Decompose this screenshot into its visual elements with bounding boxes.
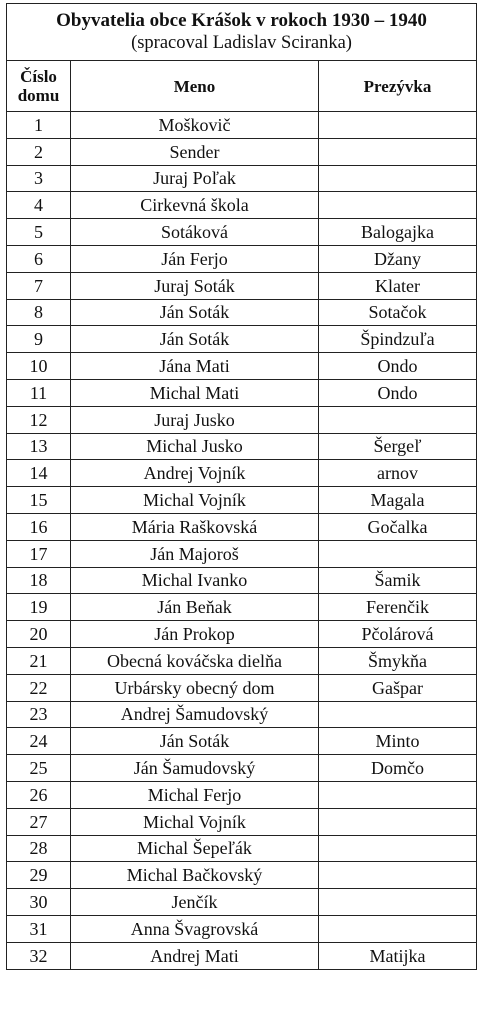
table-row xyxy=(7,326,477,353)
house-number-cell: 3 xyxy=(7,165,71,192)
table-row xyxy=(7,513,477,540)
name-cell: Jána Mati xyxy=(71,353,319,380)
header-row xyxy=(7,61,477,112)
house-number-cell: 22 xyxy=(7,674,71,701)
table-row xyxy=(7,433,477,460)
table-row xyxy=(7,353,477,380)
table-row xyxy=(7,594,477,621)
name-cell: Michal Šepeľák xyxy=(71,835,319,862)
nickname-cell xyxy=(319,165,477,192)
table-row xyxy=(7,889,477,916)
name-cell: Juraj Jusko xyxy=(71,406,319,433)
table-row xyxy=(7,192,477,219)
house-number-cell: 11 xyxy=(7,379,71,406)
name-cell: Michal Vojník xyxy=(71,808,319,835)
name-cell: Ján Beňak xyxy=(71,594,319,621)
nickname-cell: Šamik xyxy=(319,567,477,594)
house-number-cell: 20 xyxy=(7,621,71,648)
name-cell: Ján Prokop xyxy=(71,621,319,648)
name-cell: Ján Soták xyxy=(71,728,319,755)
column-header-number-line2: domu xyxy=(17,86,60,105)
nickname-cell: Matijka xyxy=(319,942,477,969)
nickname-cell xyxy=(319,701,477,728)
column-header-name: Meno xyxy=(71,61,319,112)
nickname-cell: Ondo xyxy=(319,353,477,380)
name-cell: Michal Bačkovský xyxy=(71,862,319,889)
table-row xyxy=(7,272,477,299)
table-row xyxy=(7,942,477,969)
nickname-cell: Šergeľ xyxy=(319,433,477,460)
house-number-cell: 7 xyxy=(7,272,71,299)
name-cell: Juraj Soták xyxy=(71,272,319,299)
name-cell: Michal Vojník xyxy=(71,487,319,514)
nickname-cell xyxy=(319,781,477,808)
house-number-cell: 32 xyxy=(7,942,71,969)
nickname-cell: Gašpar xyxy=(319,674,477,701)
table-body xyxy=(7,112,477,970)
name-cell: Jenčík xyxy=(71,889,319,916)
house-number-cell: 31 xyxy=(7,915,71,942)
name-cell: Michal Jusko xyxy=(71,433,319,460)
house-number-cell: 21 xyxy=(7,647,71,674)
nickname-cell: Sotačok xyxy=(319,299,477,326)
name-cell: Michal Ivanko xyxy=(71,567,319,594)
table-row xyxy=(7,406,477,433)
nickname-cell xyxy=(319,915,477,942)
nickname-cell xyxy=(319,192,477,219)
name-cell: Juraj Poľak xyxy=(71,165,319,192)
table-row xyxy=(7,219,477,246)
name-cell: Urbársky obecný dom xyxy=(71,674,319,701)
nickname-cell: Balogajka xyxy=(319,219,477,246)
name-cell: Ján Majoroš xyxy=(71,540,319,567)
house-number-cell: 14 xyxy=(7,460,71,487)
nickname-cell xyxy=(319,808,477,835)
table-row xyxy=(7,165,477,192)
house-number-cell: 9 xyxy=(7,326,71,353)
title-row xyxy=(7,4,477,61)
house-number-cell: 12 xyxy=(7,406,71,433)
house-number-cell: 23 xyxy=(7,701,71,728)
name-cell: Obecná kováčska dielňa xyxy=(71,647,319,674)
table-row xyxy=(7,540,477,567)
table-row xyxy=(7,781,477,808)
house-number-cell: 15 xyxy=(7,487,71,514)
table-row xyxy=(7,755,477,782)
nickname-cell: Pčolárová xyxy=(319,621,477,648)
name-cell: Michal Ferjo xyxy=(71,781,319,808)
table-row xyxy=(7,728,477,755)
house-number-cell: 27 xyxy=(7,808,71,835)
house-number-cell: 6 xyxy=(7,245,71,272)
house-number-cell: 10 xyxy=(7,353,71,380)
name-cell: Ján Šamudovský xyxy=(71,755,319,782)
table-title: Obyvatelia obce Krášok v rokoch 1930 – 1940 xyxy=(56,10,427,31)
column-header-nickname: Prezývka xyxy=(319,61,477,112)
nickname-cell: arnov xyxy=(319,460,477,487)
name-cell: Mária Raškovská xyxy=(71,513,319,540)
name-cell: Cirkevná škola xyxy=(71,192,319,219)
table-row xyxy=(7,379,477,406)
column-header-number xyxy=(7,61,71,112)
name-cell: Sender xyxy=(71,138,319,165)
nickname-cell xyxy=(319,889,477,916)
house-number-cell: 8 xyxy=(7,299,71,326)
house-number-cell: 19 xyxy=(7,594,71,621)
table-row xyxy=(7,621,477,648)
name-cell: Moškovič xyxy=(71,112,319,139)
nickname-cell xyxy=(319,138,477,165)
nickname-cell: Magala xyxy=(319,487,477,514)
column-header-number-line1: Číslo xyxy=(20,67,57,86)
name-cell: Ján Ferjo xyxy=(71,245,319,272)
house-number-cell: 18 xyxy=(7,567,71,594)
residents-document xyxy=(6,3,476,970)
nickname-cell xyxy=(319,862,477,889)
table-title-cell xyxy=(7,4,477,61)
house-number-cell: 2 xyxy=(7,138,71,165)
table-row xyxy=(7,112,477,139)
table-row xyxy=(7,835,477,862)
nickname-cell: Ferenčik xyxy=(319,594,477,621)
house-number-cell: 13 xyxy=(7,433,71,460)
nickname-cell xyxy=(319,406,477,433)
name-cell: Anna Švagrovská xyxy=(71,915,319,942)
house-number-cell: 16 xyxy=(7,513,71,540)
name-cell: Ján Soták xyxy=(71,326,319,353)
table-row xyxy=(7,915,477,942)
nickname-cell xyxy=(319,112,477,139)
table-row xyxy=(7,245,477,272)
table-row xyxy=(7,460,477,487)
name-cell: Sotáková xyxy=(71,219,319,246)
nickname-cell: Džany xyxy=(319,245,477,272)
name-cell: Andrej Mati xyxy=(71,942,319,969)
nickname-cell: Ondo xyxy=(319,379,477,406)
table-row xyxy=(7,862,477,889)
table-row xyxy=(7,299,477,326)
house-number-cell: 30 xyxy=(7,889,71,916)
name-cell: Andrej Vojník xyxy=(71,460,319,487)
nickname-cell: Špindzuľa xyxy=(319,326,477,353)
nickname-cell: Klater xyxy=(319,272,477,299)
table-subtitle: (spracoval Ladislav Sciranka) xyxy=(131,33,352,53)
house-number-cell: 4 xyxy=(7,192,71,219)
house-number-cell: 1 xyxy=(7,112,71,139)
table-row xyxy=(7,567,477,594)
house-number-cell: 17 xyxy=(7,540,71,567)
nickname-cell xyxy=(319,540,477,567)
table-row xyxy=(7,647,477,674)
name-cell: Michal Mati xyxy=(71,379,319,406)
nickname-cell: Minto xyxy=(319,728,477,755)
nickname-cell: Domčo xyxy=(319,755,477,782)
house-number-cell: 29 xyxy=(7,862,71,889)
nickname-cell xyxy=(319,835,477,862)
house-number-cell: 26 xyxy=(7,781,71,808)
residents-table xyxy=(6,3,477,970)
name-cell: Andrej Šamudovský xyxy=(71,701,319,728)
table-row xyxy=(7,701,477,728)
nickname-cell: Gočalka xyxy=(319,513,477,540)
nickname-cell: Šmykňa xyxy=(319,647,477,674)
house-number-cell: 28 xyxy=(7,835,71,862)
house-number-cell: 5 xyxy=(7,219,71,246)
house-number-cell: 25 xyxy=(7,755,71,782)
table-row xyxy=(7,674,477,701)
house-number-cell: 24 xyxy=(7,728,71,755)
name-cell: Ján Soták xyxy=(71,299,319,326)
table-row xyxy=(7,487,477,514)
table-row xyxy=(7,808,477,835)
table-row xyxy=(7,138,477,165)
